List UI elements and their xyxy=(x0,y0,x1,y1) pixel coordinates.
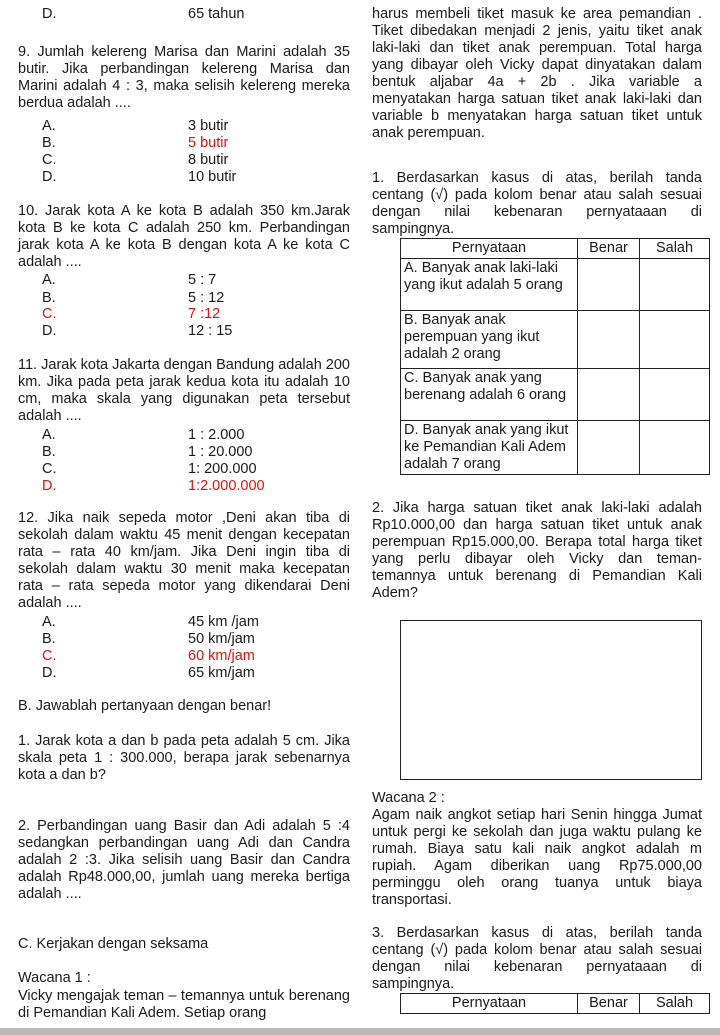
q12-option-value-answer: 60 km/jam xyxy=(188,648,255,664)
q9-option-value: 3 butir xyxy=(188,118,229,134)
q11-option-letter: B. xyxy=(42,444,56,460)
q11-option-value-answer: 1:2.000.000 xyxy=(188,478,265,494)
benar-cell[interactable] xyxy=(578,421,640,475)
wacana1-title: Wacana 1 : xyxy=(18,970,91,986)
wacana2-text: Agam naik angkot setiap hari Senin hingga Jumat untuk pergi ke sekolah dan juga waktu pulang ke rumah. Biaya satu kali naik angkot adalah m rupiah. Agam diberikan uang Rp75.000,00 perminggu oleh orang tuanya untuk biaya transportasi. xyxy=(372,807,702,908)
q10-text: 10. Jarak kota A ke kota B adalah 350 km.Jarak kota B ke kota C adalah 250 km. Perbandingan jarak kota A ke kota B dengan kota A ke kota C adalah .... xyxy=(18,203,350,270)
q10-option-value-answer: 7 :12 xyxy=(188,306,221,322)
benar-cell[interactable] xyxy=(578,259,640,311)
q10-option-letter: A. xyxy=(42,272,56,288)
q11-option-letter-answer: D. xyxy=(42,478,57,494)
q10-option-letter: D. xyxy=(42,323,57,339)
q12-option-value: 45 km /jam xyxy=(188,614,259,630)
q12-option-letter: D. xyxy=(42,665,57,681)
q11-option-letter: C. xyxy=(42,461,57,477)
benar-cell[interactable] xyxy=(578,369,640,421)
statement-a: A. Banyak anak laki-laki yang ikut adalah 5 orang xyxy=(401,259,578,311)
q8-option-d-letter: D. xyxy=(42,6,57,22)
q12-option-letter: B. xyxy=(42,631,56,647)
q9-option-letter: C. xyxy=(42,152,57,168)
header-benar: Benar xyxy=(578,994,640,1014)
q10-option-value: 12 : 15 xyxy=(188,323,233,339)
salah-cell[interactable] xyxy=(640,421,710,475)
q10-option-value: 5 : 12 xyxy=(188,290,225,306)
bottom-bar xyxy=(0,1028,720,1035)
section-b-heading: B. Jawablah pertanyaan dengan benar! xyxy=(18,698,272,714)
statement-d: D. Banyak anak yang ikut ke Pemandian Kali Adem adalah 7 orang xyxy=(401,421,578,475)
header-benar: Benar xyxy=(578,239,640,259)
salah-cell[interactable] xyxy=(640,259,710,311)
header-salah: Salah xyxy=(640,239,710,259)
header-pernyataan: Pernyataan xyxy=(401,239,578,259)
q12-option-value: 50 km/jam xyxy=(188,631,255,647)
q9-option-letter: A. xyxy=(42,118,56,134)
c2-text: 2. Jika harga satuan tiket anak laki-laki adalah Rp10.000,00 dan harga satuan tiket untuk anak perempuan Rp15.000,00. Berapa total harga tiket yang perlu dibayar oleh Vicky dan teman-temannya untuk berenang di Pemandian Kali Adem? xyxy=(372,500,702,601)
q11-text: 11. Jarak kota Jakarta dengan Bandung adalah 200 km. Jika pada peta jarak kedua kota itu adalah 10 cm, maka skala yang digunakan peta tersebut adalah .... xyxy=(18,357,350,424)
q9-option-value-answer: 5 butir xyxy=(188,135,229,151)
wacana1-text: Vicky mengajak teman – temannya untuk berenang di Pemandian Kali Adem. Setiap orang xyxy=(18,988,350,1021)
q12-option-letter-answer: C. xyxy=(42,648,57,664)
q10-option-value: 5 : 7 xyxy=(188,272,217,288)
q11-option-value: 1: 200.000 xyxy=(188,461,257,477)
q11-option-value: 1 : 2.000 xyxy=(188,427,245,443)
benar-cell[interactable] xyxy=(578,311,640,369)
salah-cell[interactable] xyxy=(640,311,710,369)
wacana1-continued: harus membeli tiket masuk ke area pemandian . Tiket dibedakan menjadi 2 jenis, yaitu tiket anak laki-laki dan tiket anak perempuan. Total harga yang dibayar oleh Vicky dapat dinyatakan dalam bentuk aljabar 4a + 2b . Jika variable a menyatakan harga satuan tiket anak laki-laki dan variable b menyatakan harga satuan tiket untuk anak perempuan. xyxy=(372,6,702,141)
wacana2-title: Wacana 2 : xyxy=(372,790,445,806)
q9-option-letter: B. xyxy=(42,135,56,151)
statement-b: B. Banyak anak perempuan yang ikut adalah 2 orang xyxy=(401,311,578,369)
q12-text: 12. Jika naik sepeda motor ,Deni akan tiba di sekolah dalam waktu 45 menit dengan kecepatan rata – rata 40 km/jam. Jika Deni ingin tiba di sekolah dalam waktu 30 menit maka kecepatan rata – rata sepeda motor yang dikendarai Deni adalah .... xyxy=(18,510,350,611)
c3-text: 3. Berdasarkan kasus di atas, berilah tanda centang (√) pada kolom benar atau salah sesuai dengan nilai kebenaran pernyataaan di sampingnya. xyxy=(372,925,702,992)
q9-option-value: 10 butir xyxy=(188,169,237,185)
statement-table-2 xyxy=(400,993,710,1014)
q11-option-letter: A. xyxy=(42,427,56,443)
header-salah: Salah xyxy=(640,994,710,1014)
salah-cell[interactable] xyxy=(640,369,710,421)
b2-text: 2. Perbandingan uang Basir dan Adi adalah 5 :4 sedangkan perbandingan uang Adi dan Candra adalah 2 :3. Jika selisih uang Basir dan Candra adalah Rp48.000,00, jumlah uang mereka bertiga adalah .... xyxy=(18,818,350,902)
q9-text: 9. Jumlah kelereng Marisa dan Marini adalah 35 butir. Jika perbandingan kelereng Marisa dan Marini adalah 4 : 3, maka selisih kelereng mereka berdua adalah .... xyxy=(18,44,350,111)
q9-option-value: 8 butir xyxy=(188,152,229,168)
q8-option-d-value: 65 tahun xyxy=(188,6,245,22)
statement-table-1 xyxy=(400,238,710,475)
q12-option-letter: A. xyxy=(42,614,56,630)
c1-text: 1. Berdasarkan kasus di atas, berilah tanda centang (√) pada kolom benar atau salah sesuai dengan nilai kebenaran pernyataaan di sampingnya. xyxy=(372,170,702,237)
answer-box[interactable] xyxy=(400,620,702,780)
section-c-heading: C. Kerjakan dengan seksama xyxy=(18,936,209,952)
b1-text: 1. Jarak kota a dan b pada peta adalah 5 cm. Jika skala peta 1 : 300.000, berapa jarak sebenarnya kota a dan b? xyxy=(18,733,350,783)
q10-option-letter-answer: C. xyxy=(42,306,57,322)
q12-option-value: 65 km/jam xyxy=(188,665,255,681)
q10-option-letter: B. xyxy=(42,290,56,306)
q11-option-value: 1 : 20.000 xyxy=(188,444,253,460)
q9-option-letter: D. xyxy=(42,169,57,185)
statement-c: C. Banyak anak yang berenang adalah 6 orang xyxy=(401,369,578,421)
header-pernyataan: Pernyataan xyxy=(401,994,578,1014)
